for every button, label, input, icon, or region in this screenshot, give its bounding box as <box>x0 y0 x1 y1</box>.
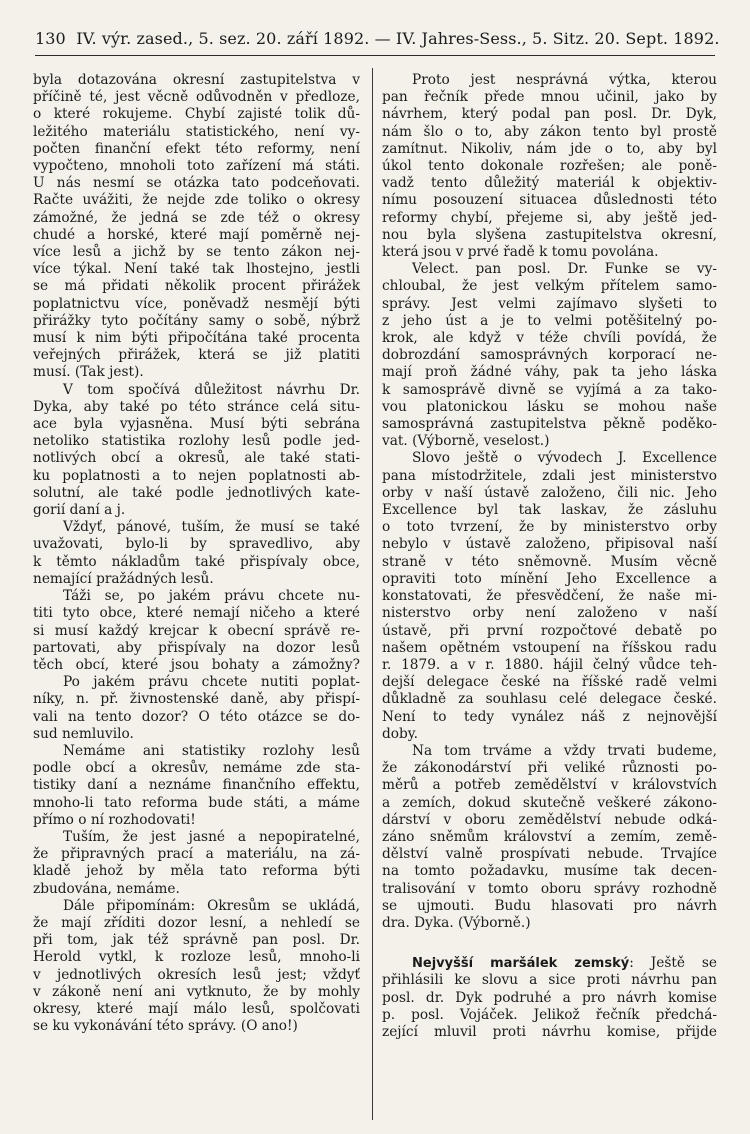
header-rule <box>35 55 715 56</box>
text-line: si musí každý krejcar k obecní správě re- <box>33 622 360 639</box>
text-line: ležitého materiálu statistického, není vy- <box>33 123 360 140</box>
text-line: přirážky tyto počítány samy o sobě, nýbrž <box>33 312 360 329</box>
left-column <box>33 72 360 1035</box>
text-line: Velect. pan posl. Dr. Funke se vy- <box>412 261 717 278</box>
text-line: poplatnictvu více, poněvadž nesmějí býti <box>33 295 360 312</box>
text-line: vou platonickou lásku se mohou naše <box>382 398 717 415</box>
text-line: veřejných přirážek, která se již platiti <box>33 347 360 364</box>
text-line: opraviti toto mínění Jeho Excellence a <box>382 570 717 587</box>
text-line: se ujmouti. Budu hlasovati pro návrh <box>382 897 717 914</box>
text-line: a zemích, dokud skutečně veškeré zákono- <box>382 794 717 811</box>
text-line: sud nemluvilo. <box>33 725 134 742</box>
text-line: která jsou v prvé řadě k tomu povolána. <box>382 244 659 261</box>
text-line: vali na tento dozor? O této otázce se do- <box>33 708 360 725</box>
text-line: o toto tvrzení, že by ministerstvo orby <box>382 519 717 536</box>
text-line: v zákoně není ani vytknuto, že by mohly <box>33 983 360 1000</box>
text-line: V tom spočívá důležitost návrhu Dr. <box>63 381 360 398</box>
text-line: Po jakém právu chcete nutiti poplat- <box>63 674 360 691</box>
text-line: ku poplatnosti a to nejen poplatnosti ab- <box>33 467 360 484</box>
text-line: gorií daní a j. <box>33 502 126 519</box>
text-line: zbudována, nemáme. <box>33 880 180 897</box>
speaker-name: Nejvyšší maršálek zemský <box>412 956 630 972</box>
text-line: uvažovati, bylo-li by spravedlivo, aby <box>33 536 360 553</box>
text-line: dobrozdání samosprávných korporací ne- <box>382 347 717 364</box>
text-line: z jeho úst a je to velmi potěšitelný po- <box>382 312 717 329</box>
text-line: ace byla vyjasněna. Musí býti sebrána <box>33 416 360 433</box>
text-line: při tom, jak též správně pan posl. Dr. <box>33 932 360 949</box>
right-column <box>382 72 717 1041</box>
text-line: p. posl. Vojáček. Jelikož řečník předchá- <box>382 1006 717 1023</box>
text-line: chudé a horské, které mají poměrně nej- <box>33 226 360 243</box>
text-line: samosprávná zastupitelstva pěkně poděko- <box>382 416 717 433</box>
text-line: přihlásili ke slovu a sice proti návrhu pan <box>382 972 717 989</box>
text-line: více lesů a jichž by se tento zákon nej- <box>33 244 360 261</box>
text-line: k samosprávě divně se vyjímá a za tako- <box>382 381 717 398</box>
text-line: správy. Jest velmi zajímavo slyšeti to <box>382 295 717 312</box>
text-line: Nemáme ani statistiky rozlohy lesů <box>63 742 360 759</box>
text-line: Dyka, aby také po této stránce celá situ- <box>33 398 360 415</box>
text-line: netoliko statistika rozlohy lesů podle jed- <box>33 433 360 450</box>
text-line: musí. (Tak jest). <box>33 364 144 381</box>
text-line: vat. (Výborně, veselost.) <box>382 433 550 450</box>
text-line: dárství v oboru zemědělství nebude odká- <box>382 811 717 828</box>
text-line: musí k nim býti připočítána také procenta <box>33 330 360 347</box>
text-line: níky, n. př. živnostenské daně, aby přispí- <box>33 691 360 708</box>
text-line: vadž tento důležitý materiál k objektiv- <box>382 175 717 192</box>
text-line: solutní, ale také podle jednotlivých kate- <box>33 484 360 501</box>
text-line: že připravných prací a materiálu, na zá- <box>33 846 360 863</box>
text-line: Excellence byl tak laskav, že zásluhu <box>382 502 717 519</box>
text-line: mají proň žádné váhy, pak ta jeho láska <box>382 364 717 381</box>
text-line: chloubal, že jest velkým přítelem samo- <box>382 278 717 295</box>
text-line: více týkal. Není také tak lhostejno, jestli <box>33 261 360 278</box>
text-line: nám šlo o to, aby zákon tento byl prostě <box>382 123 717 140</box>
text-line: doby. <box>382 725 419 742</box>
text-line: že zákonodárství při veliké různosti po- <box>382 760 717 777</box>
column-divider <box>372 68 373 1120</box>
speaker-line <box>382 955 717 972</box>
text-line: titi tyto obce, které nemají ničeho a které <box>33 605 360 622</box>
text-line: Herold vytkl, k rozloze lesů, mnoho-li <box>33 949 360 966</box>
text-line: ústavě, při první rozpočtové debatě po <box>382 622 717 639</box>
text-line: dejší delegace české na říšské radě velmi <box>382 674 717 691</box>
header-text: 130 IV. výr. zased., 5. sez. 20. září 1892. — IV. Jahres-Sess., 5. Sitz. 20. Sept. 1892. <box>35 29 720 48</box>
text-line: byla dotazována okresní zastupitelstva v <box>33 72 360 88</box>
text-line: úkol tento dokonale rozřešen; ale poně- <box>382 158 717 175</box>
text-line: Není to tedy vynález náš z nejnovější <box>382 708 717 725</box>
text-line: příčině té, jest věcně odůvodněn v předloze, <box>33 89 360 106</box>
text-line: okresy, které mají málo lesů, spolčovati <box>33 1000 360 1017</box>
text-line: záno sněmům království a zemím, země- <box>382 828 717 845</box>
text-line: zející mluvil proti návrhu komise, přijde <box>382 1023 717 1040</box>
text-line: přímo o ní rozhodovati! <box>33 811 196 828</box>
text-line: k těmto nákladům také přispívaly obce, <box>33 553 360 570</box>
text-line: nemající pražádných lesů. <box>33 570 214 587</box>
text-line: důkladně za souhlasu celé delegace české. <box>382 691 717 708</box>
text-line: že mají zříditi dozor lesní, a nehledí se <box>33 914 360 931</box>
text-line: kladě jehož by měla tato reforma býti <box>33 863 360 880</box>
text-line: dra. Dyka. (Výborně.) <box>382 914 531 931</box>
text-line: r. 1879. a v r. 1880. hájil čelný vůdce teh- <box>382 656 717 673</box>
text-line: zámožné, že jedná se zde též o okresy <box>33 209 360 226</box>
text-line: pana místodržitele, zdali jest ministerstvo <box>382 467 717 484</box>
text-line: na tomto požadavku, musíme tak decen- <box>382 863 717 880</box>
text-line: konstatovati, že přesvědčení, že naše mi- <box>382 588 717 605</box>
text-line: U nás nesmí se otázka tato podceňovati. <box>33 175 360 192</box>
text-line: Táži se, po jakém právu chcete nu- <box>63 588 360 605</box>
text-line: Račte uvážiti, že nejde zde toliko o okresy <box>33 192 360 209</box>
text-line: vypočteno, mnoholi toto zařízení má státi. <box>33 158 360 175</box>
text-line: notlivých obcí a okresů, ale také stati- <box>33 450 360 467</box>
text-line: nímu posouzení situacea důslednosti této <box>382 192 717 209</box>
text-line: nebylo v ústavě založeno, připisoval naší <box>382 536 717 553</box>
text-line: nou byla slyšena zastupitelstva okresní, <box>382 226 717 243</box>
paragraph-gap <box>382 932 717 955</box>
text-line: Slovo ještě o vývodech J. Excellence <box>412 450 717 467</box>
text-line: se má přidati několik procent přirážek <box>33 278 360 295</box>
text-line: Tuším, že jest jasné a nepopiratelné, <box>63 828 360 845</box>
running-header <box>35 29 720 48</box>
text-line: počten finanční efekt této reformy, není <box>33 140 360 157</box>
text-line: posl. dr. Dyk podruhé a pro návrh komise <box>382 989 717 1006</box>
text-line: Dále připomínám: Okresům se ukládá, <box>63 897 360 914</box>
text-line: Vždyť, pánové, tuším, že musí se také <box>63 519 360 536</box>
text-line: orby v naší ústavě založeno, čili nic. Jeho <box>382 484 717 501</box>
text-line: mnoho-li tato reforma bude státi, a máme <box>33 794 360 811</box>
text-line: podle obcí a okresův, nemáme zde sta- <box>33 760 360 777</box>
text-line: tralisování v tomto oboru správy rozhodně <box>382 880 717 897</box>
text-line: o které rokujeme. Chybí zajisté tolik dů- <box>33 106 360 123</box>
text-line: návrhem, který podal pan posl. Dr. Dyk, <box>382 106 717 123</box>
text-line: těch obcí, které jsou bohaty a zámožny? <box>33 656 360 673</box>
text-line: měrů a potřeb zemědělství v královstvích <box>382 777 717 794</box>
text-line: partovati, aby přispívaly na dozor lesů <box>33 639 360 656</box>
text-line: Na tom trváme a vždy trvati budeme, <box>412 742 717 759</box>
text-line: tistiky daní a neznáme finančního effektu, <box>33 777 360 794</box>
text-line: zamítnut. Nikoliv, nám jde o to, aby byl <box>382 140 717 157</box>
text-line: dělství valně prospívati nebude. Trvajíce <box>382 846 717 863</box>
text-line: v jednotlivých okresích lesů jest; vždyť <box>33 966 360 983</box>
text-line: reformy chybí, přejeme si, aby ještě jed- <box>382 209 717 226</box>
text-line: Proto jest nesprávná výtka, kterou <box>412 72 717 88</box>
text-line: krok, ale když v téže chvíli povídá, že <box>382 330 717 347</box>
text-line: se ku vykonávání této správy. (O ano!) <box>33 1018 298 1035</box>
text-line: straně v této sněmovně. Musím věcně <box>382 553 717 570</box>
text-line: pan řečník přede mnou učinil, jako by <box>382 89 717 106</box>
text-line: nisterstvo orby není založeno v naší <box>382 605 717 622</box>
text-line: našem opětném vstoupení na říšskou radu <box>382 639 717 656</box>
speaker-line-rest: : Ještě se <box>629 955 717 972</box>
